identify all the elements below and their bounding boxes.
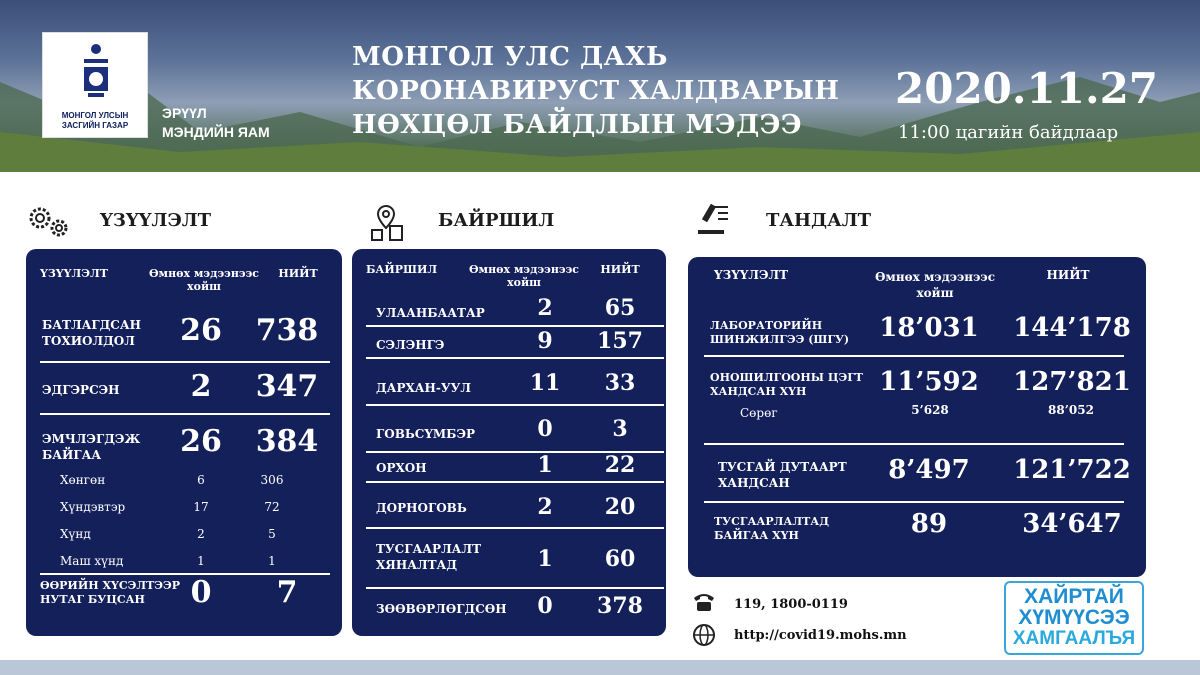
recovered-new: 2: [190, 369, 212, 404]
government-logo: [42, 32, 148, 138]
location-new: 0: [537, 593, 553, 619]
confirmed-new: 26: [180, 313, 222, 348]
col-indicator: ҮЗҮҮЛЭЛТ: [40, 267, 108, 280]
globe-icon: [692, 623, 716, 647]
ministry-name: ЭРҮҮЛ МЭНДИЙН ЯАМ: [162, 105, 270, 140]
indicators-heading: ҮЗҮҮЛЭЛТ: [100, 210, 212, 231]
severity-total: 306: [260, 473, 284, 487]
location-new: 11: [529, 370, 561, 396]
col-total: НИЙТ: [278, 267, 318, 280]
recovered-total: 347: [255, 369, 319, 404]
location-total: 60: [604, 546, 636, 572]
severity-total: 1: [268, 554, 276, 568]
lab-tests-label: ЛАБОРАТОРИЙН ШИНЖИЛГЭЭ (ШГУ): [710, 319, 850, 346]
divider: [366, 527, 664, 529]
divider: [704, 355, 1124, 357]
location-total: 65: [604, 295, 636, 321]
severity-total: 5: [268, 527, 276, 541]
isolated-people-label: ТУСГААРЛАЛТАД БАЙГАА ХҮН: [714, 515, 829, 542]
negative-new: 5’628: [911, 403, 949, 417]
severity-new: 1: [197, 554, 205, 568]
location-total: 378: [597, 593, 643, 619]
location-new: 1: [537, 546, 553, 572]
divider: [366, 325, 664, 327]
location-new: 0: [537, 416, 553, 442]
phone-number: 119, 1800-0119: [734, 597, 848, 612]
screening-point-total: 127’821: [1013, 367, 1131, 397]
location-total: 20: [604, 494, 636, 520]
isolated-people-total: 34’647: [1022, 509, 1122, 539]
website-link[interactable]: http://covid19.mohs.mn: [734, 628, 907, 643]
severity-label: Маш хүнд: [60, 554, 124, 568]
telephone-icon: [692, 592, 716, 612]
screening-point-new: 11’592: [879, 367, 979, 397]
location-total: 22: [604, 452, 636, 478]
location-name: УЛААНБААТАР: [376, 306, 485, 320]
returned-home-new: 0: [190, 575, 212, 610]
severity-new: 6: [197, 473, 205, 487]
location-pin-icon: [368, 202, 408, 242]
footer-bar: [0, 660, 1200, 675]
col-total: НИЙТ: [1046, 268, 1090, 282]
location-new: 2: [537, 295, 553, 321]
severity-new: 17: [193, 500, 209, 514]
negative-label: Сөрөг: [740, 406, 778, 420]
location-name: ДОРНОГОВЬ: [376, 501, 467, 515]
confirmed-label: БАТЛАГДСАН ТОХИОЛДОЛ: [42, 318, 141, 348]
location-new: 1: [537, 452, 553, 478]
returned-home-label: ӨӨРИЙН ХҮСЭЛТЭЭР НУТАГ БУЦСАН: [40, 579, 181, 606]
location-total: 3: [612, 416, 628, 442]
treated-total: 384: [255, 424, 319, 459]
treated-new: 26: [180, 424, 222, 459]
location-total: 33: [604, 370, 636, 396]
severity-label: Хөнгөн: [60, 473, 106, 487]
returned-home-total: 7: [276, 575, 298, 610]
location-new: 2: [537, 494, 553, 520]
screening-point-label: ОНОШИЛГООНЫ ЦЭГТ ХАНДСАН ХҮН: [710, 371, 863, 398]
severity-label: Хүндэвтэр: [60, 500, 126, 514]
severity-new: 2: [197, 527, 205, 541]
divider: [366, 587, 664, 589]
divider: [40, 413, 330, 415]
lab-tests-total: 144’178: [1013, 313, 1131, 343]
divider: [704, 443, 1124, 445]
location-name: ОРХОН: [376, 461, 427, 475]
location-name: ДАРХАН-УУЛ: [376, 381, 471, 395]
special-hotline-total: 121’722: [1013, 455, 1131, 485]
report-time: 11:00 цагийн байдлаар: [898, 122, 1119, 143]
logo-caption: МОНГОЛ УЛСЫН ЗАСГИЙН ГАЗАР: [61, 111, 129, 130]
location-total: 157: [597, 328, 643, 354]
col-since: Өмнөх мэдээнээс хойш: [148, 267, 260, 293]
divider: [40, 361, 330, 363]
location-name: ГОВЬСҮМБЭР: [376, 427, 476, 441]
col-location: БАЙРШИЛ: [366, 263, 438, 276]
divider: [704, 501, 1124, 503]
campaign-logo: ХАЙРТАЙ ХҮМҮҮСЭЭ ХАМГААЛЪЯ: [1004, 581, 1144, 655]
special-hotline-label: ТУСГАЙ ДУТААРТ ХАНДСАН: [718, 460, 847, 490]
sampling-panel: [688, 257, 1146, 577]
gears-icon: [26, 204, 70, 238]
divider: [366, 404, 664, 406]
location-name: ЗӨӨВӨРЛӨГДСӨН: [376, 602, 507, 616]
lab-tests-new: 18’031: [879, 313, 979, 343]
isolated-people-new: 89: [910, 509, 948, 539]
location-name: ТУСГААРЛАЛТ ХЯНАЛТАД: [376, 542, 481, 572]
col-since: Өмнөх мэдээнээс хойш: [874, 270, 996, 300]
severity-total: 72: [264, 500, 280, 514]
divider: [366, 357, 664, 359]
negative-total: 88’052: [1048, 403, 1094, 417]
indicators-panel: [26, 249, 342, 636]
soyombo-emblem-icon: [76, 41, 116, 99]
page-title: МОНГОЛ УЛС ДАХЬ КОРОНАВИРУСТ ХАЛДВАРЫН НӨХЦӨЛ БАЙДЛЫН МЭДЭЭ: [352, 42, 840, 140]
location-new: 9: [537, 328, 553, 354]
divider: [366, 481, 664, 483]
col-total: НИЙТ: [600, 263, 640, 276]
special-hotline-new: 8’497: [888, 455, 970, 485]
microscope-icon: [692, 200, 732, 240]
treated-label: ЭМЧЛЭГДЭЖ БАЙГАА: [42, 432, 141, 462]
location-name: СЭЛЭНГЭ: [376, 338, 445, 352]
severity-label: Хүнд: [60, 527, 91, 541]
col-indicator: ҮЗҮҮЛЭЛТ: [714, 268, 789, 282]
col-since: Өмнөх мэдээнээс хойш: [468, 263, 580, 289]
sampling-heading: ТАНДАЛТ: [766, 210, 872, 231]
confirmed-total: 738: [255, 313, 319, 348]
location-heading: БАЙРШИЛ: [438, 210, 555, 231]
report-date: 2020.11.27: [895, 64, 1159, 113]
location-panel: [352, 249, 666, 636]
recovered-label: ЭДГЭРСЭН: [42, 383, 120, 397]
